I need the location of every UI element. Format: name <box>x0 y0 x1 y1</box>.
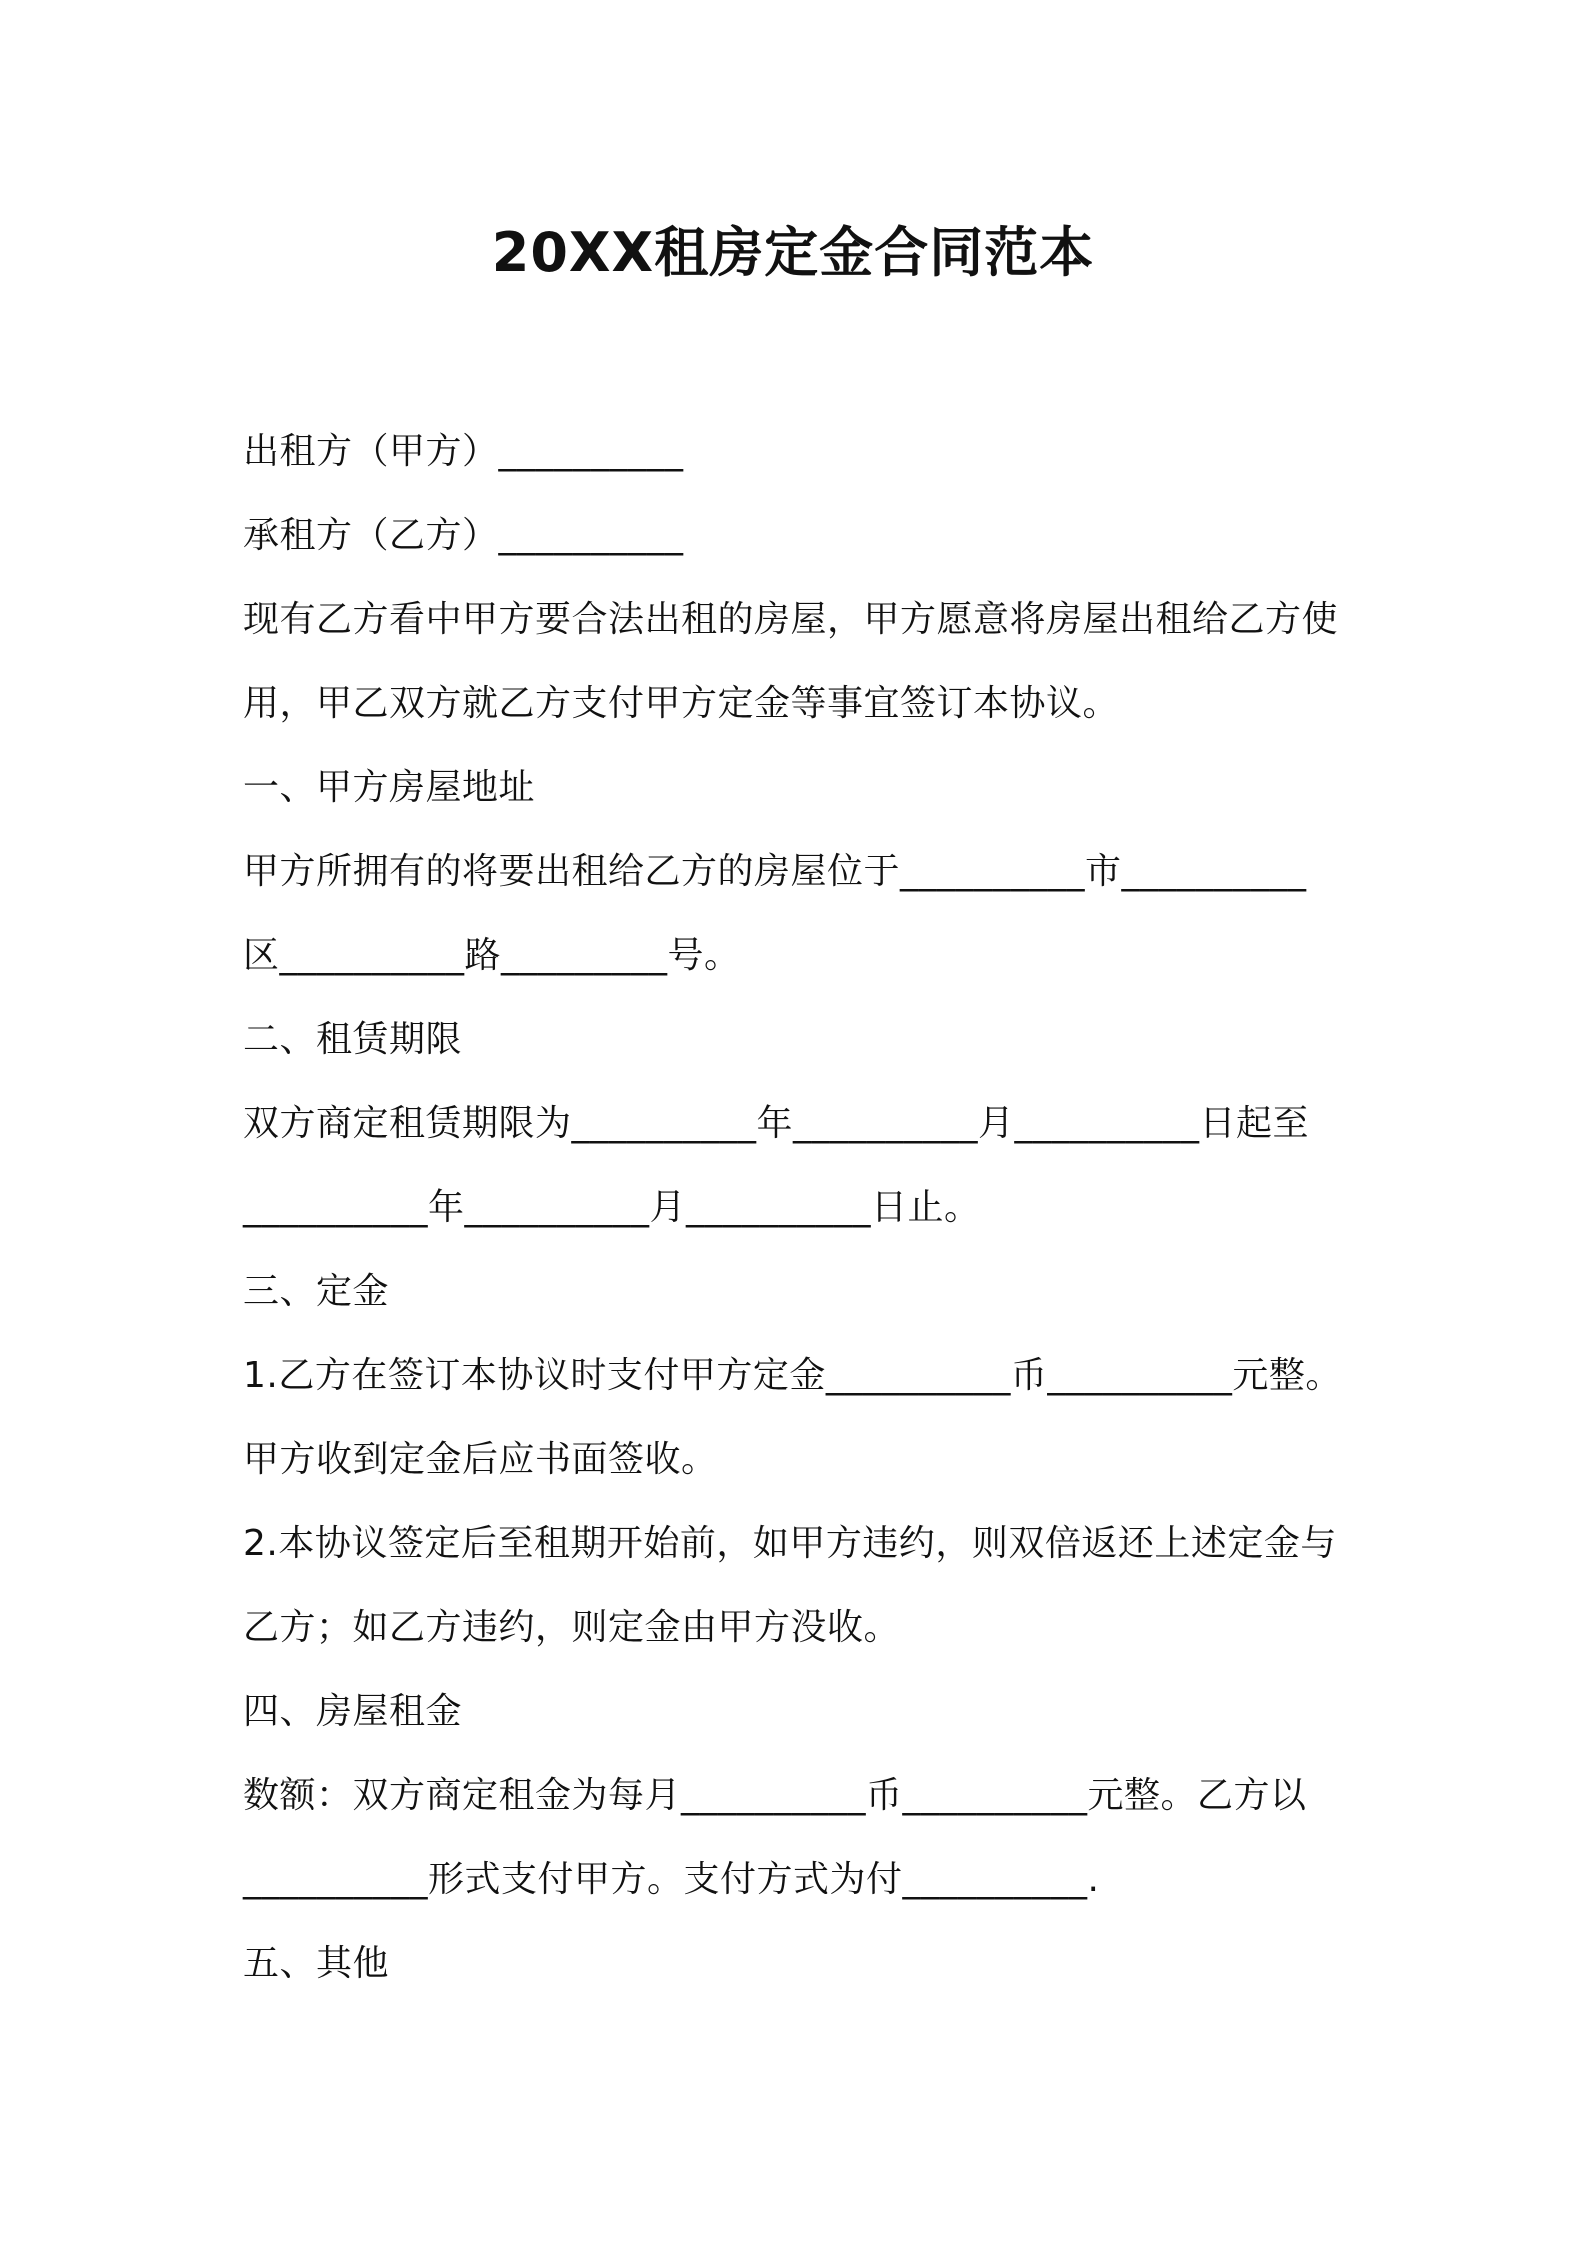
intro-paragraph-line-1: 现有乙方看中甲方要合法出租的房屋，甲方愿意将房屋出租给乙方使 <box>243 599 1339 640</box>
section-heading-other: 五、其他 <box>243 1943 390 1984</box>
section-heading-rent: 四、房屋租金 <box>243 1691 463 1732</box>
document-title: 20XX租房定金合同范本 <box>491 221 1095 284</box>
document-body <box>243 410 1353 2006</box>
term-line-1: 双方商定租赁期限为__________年__________月__________日起至 <box>243 1103 1310 1144</box>
deposit-clause-2-line-1: 2.本协议签定后至租期开始前，如甲方违约，则双倍返还上述定金与 <box>243 1523 1337 1564</box>
section-heading-term: 二、租赁期限 <box>243 1019 463 1060</box>
term-line-2: __________年__________月__________日止。 <box>243 1187 981 1228</box>
deposit-clause-1-line-2: 甲方收到定金后应书面签收。 <box>243 1439 718 1480</box>
address-line-2: 区__________路_________号。 <box>243 935 741 976</box>
section-heading-deposit: 三、定金 <box>243 1271 390 1312</box>
deposit-clause-1-line-1: 1.乙方在签订本协议时支付甲方定金__________币__________元整。 <box>243 1355 1342 1396</box>
address-line-1: 甲方所拥有的将要出租给乙方的房屋位于__________市__________ <box>243 851 1307 892</box>
lessor-line: 出租方（甲方）__________ <box>243 431 684 472</box>
section-heading-address: 一、甲方房屋地址 <box>243 767 536 808</box>
lessee-line: 承租方（乙方）__________ <box>243 515 684 556</box>
deposit-clause-2-line-2: 乙方；如乙方违约，则定金由甲方没收。 <box>243 1607 901 1648</box>
rent-line-2: __________形式支付甲方。支付方式为付__________. <box>243 1859 1100 1900</box>
intro-paragraph-line-2: 用，甲乙双方就乙方支付甲方定金等事宜签订本协议。 <box>243 683 1120 724</box>
rent-line-1: 数额：双方商定租金为每月__________币__________元整。乙方以 <box>243 1775 1307 1816</box>
